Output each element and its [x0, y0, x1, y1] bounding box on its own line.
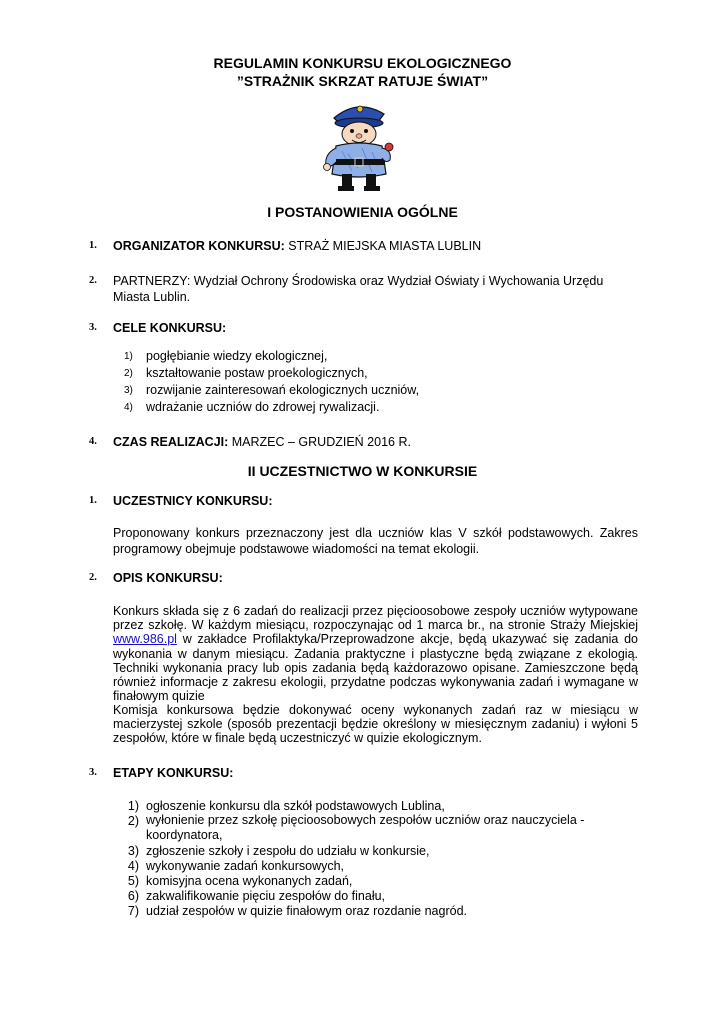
- section-heading-participation: II UCZESTNICTWO W KONKURSIE: [247, 463, 478, 479]
- goal-number: 3): [124, 385, 133, 396]
- commission-paragraph: Komisja konkursowa będzie dokonywać oceny wykonanych zadań raz w miesiącu w macierzystej szkole (sposób prezentacji będzie określony w miesięcznym zadaniu) i wyłoni 5 zespołów, które w finale będą uczestniczyć w quizie ekologicznym.: [113, 703, 638, 746]
- list-number: 3.: [89, 322, 97, 333]
- organizer-value: STRAŻ MIEJSKA MIASTA LUBLIN: [284, 239, 482, 253]
- stage-number: 6): [127, 889, 139, 903]
- stage-item: zgłoszenie szkoły i zespołu do udziału w konkursie,: [146, 844, 430, 858]
- participants-item: [113, 493, 638, 509]
- stage-number: 3): [127, 844, 139, 858]
- list-number: 3.: [89, 767, 97, 778]
- goal-item: pogłębianie wiedzy ekologicznej,: [146, 349, 328, 363]
- description-item: [113, 570, 638, 586]
- description-label: OPIS KONKURSU:: [113, 571, 223, 585]
- duration-label: CZAS REALIZACJI:: [113, 435, 229, 449]
- description-text-start: Konkurs składa się z 6 zadań do realizacji przez pięcioosobowe zespoły uczniów wytypowane przez szkołę. W każdym miesiącu, rozpoczynając od 1 marca br., na stronie Straży Miejskiej: [113, 604, 638, 633]
- list-number: 1.: [89, 240, 97, 251]
- goal-number: 4): [124, 402, 133, 413]
- stage-number: 1): [127, 799, 139, 813]
- goals-label: CELE KONKURSU:: [113, 321, 227, 335]
- stage-number: 7): [127, 904, 139, 918]
- participants-paragraph: Proponowany konkurs przeznaczony jest dla uczniów klas V szkół podstawowych. Zakres programowy obejmuje podstawowe wiadomości na temat ekologii.: [113, 526, 638, 556]
- description-paragraph: [113, 604, 638, 703]
- stages-item: [113, 765, 638, 781]
- goal-item: wdrażanie uczniów do zdrowej rywalizacji.: [146, 400, 380, 414]
- goal-item: kształtowanie postaw proekologicznych,: [146, 366, 368, 380]
- gnome-guard-icon: [312, 96, 404, 192]
- section-heading-general: I POSTANOWIENIA OGÓLNE: [267, 204, 458, 220]
- stage-item: komisyjna ocena wykonanych zadań,: [146, 874, 353, 888]
- description-text-end: w zakładce Profilaktyka/Przeprowadzone akcje, będą ukazywać się zadania do wykonania w danym miesiącu. Zadania praktyczne i plastyczne będą związane z ekologią. Techniki wykonania pracy lub opis zadania będą każdorazowo opisane. Zamieszczone będą również informacje z zakresu ekologii, przydatne podczas wykonywania zadań i wymagane w finałowym quizie: [113, 632, 638, 704]
- website-link[interactable]: www.986.pl: [113, 632, 177, 647]
- organizer-item: [113, 238, 638, 254]
- goal-number: 1): [124, 351, 133, 362]
- list-number: 4.: [89, 436, 97, 447]
- partners-item: PARTNERZY: Wydział Ochrony Środowiska oraz Wydział Oświaty i Wychowania Urzędu Miasta Lublin.: [113, 274, 604, 304]
- stage-number: 4): [127, 859, 139, 873]
- stage-item: ogłoszenie konkursu dla szkół podstawowych Lublina,: [146, 799, 445, 813]
- document-title-line-1: REGULAMIN KONKURSU EKOLOGICZNEGO: [213, 55, 512, 71]
- stage-number: 2): [127, 814, 139, 828]
- stage-item: wykonywanie zadań konkursowych,: [146, 859, 345, 873]
- stage-item: wyłonienie przez szkołę pięcioosobowych zespołów uczniów oraz nauczyciela - koordynatora,: [146, 813, 585, 842]
- stage-item: zakwalifikowanie pięciu zespołów do finału,: [146, 889, 386, 903]
- organizer-label: ORGANIZATOR KONKURSU:: [113, 239, 285, 253]
- list-number: 2.: [89, 275, 97, 286]
- participants-label: UCZESTNICY KONKURSU:: [113, 494, 273, 508]
- document-title-line-2: ”STRAŻNIK SKRZAT RATUJE ŚWIAT”: [236, 73, 489, 89]
- goal-item: rozwijanie zainteresowań ekologicznych uczniów,: [146, 383, 420, 397]
- list-number: 1.: [89, 495, 97, 506]
- goal-number: 2): [124, 368, 133, 379]
- goals-item: [113, 320, 638, 336]
- stages-label: ETAPY KONKURSU:: [113, 766, 234, 780]
- list-number: 2.: [89, 572, 97, 583]
- stage-number: 5): [127, 874, 139, 888]
- duration-item: [113, 434, 638, 450]
- stage-item: udział zespołów w quizie finałowym oraz rozdanie nagród.: [146, 904, 468, 918]
- duration-value: MARZEC – GRUDZIEŃ 2016 R.: [228, 435, 411, 449]
